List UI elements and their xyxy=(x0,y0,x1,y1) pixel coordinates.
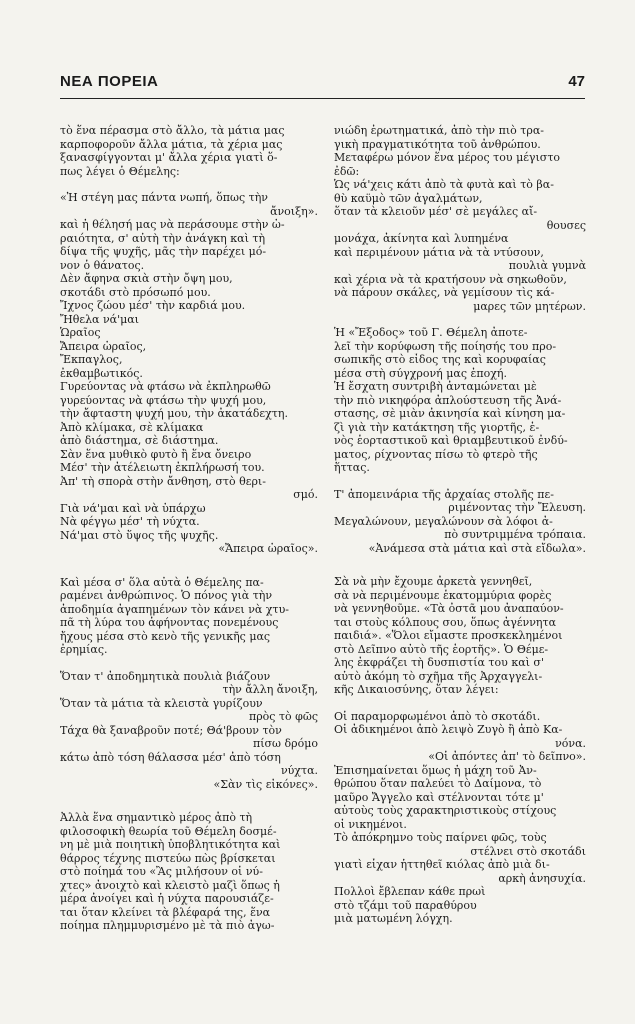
poem-line: νὰ πάρουν σκάλες, νὰ γεμίσουν τὶς κά- xyxy=(334,286,555,299)
text-line: καὶ ἡ θέλησή μας νὰ περάσουμε στὴν ὡ- xyxy=(60,218,285,231)
text-line: γικὴ πραγματικότητα τοῦ ἀνθρώπου. xyxy=(334,137,541,151)
text-line: ποίημα πλημμυρισμένο μὲ τὰ πιὸ ἀγω- xyxy=(60,919,275,932)
poem-line: ἀπὸ διάστημα, σὲ διάστημα. xyxy=(60,434,219,447)
text-line: μέρα ἀνοίγει καὶ ἡ νύχτα παρουσιάζε- xyxy=(60,892,274,905)
poem-line: σμό. xyxy=(293,488,318,501)
left-column xyxy=(60,124,318,933)
text-line: τὴν πιὸ νικηφόρα ἀπλούστευση τῆς Ἀνά- xyxy=(334,393,562,407)
poem-line: Τ' ἀπομεινάρια τῆς ἀρχαίας στολῆς πε- xyxy=(334,487,554,501)
poem-line: στέλνει στὸ σκοτάδι xyxy=(470,844,586,858)
poem-line: νόνα. xyxy=(555,736,586,750)
text-line: καρποφοροῦν ἄλλα μάτια, τὰ χέρια μας xyxy=(60,137,283,151)
poem-line: Ἀπὸ κλίμακα, σὲ κλίμακα xyxy=(60,420,204,434)
text-line: Μεταφέρω μόνον ἕνα μέρος του μέγιστο xyxy=(334,151,561,164)
text-line: αὐτὸ ἀκόμη τὸ σχῆμα τῆς Ἀρχαγγελι- xyxy=(334,669,543,683)
text-line: παιδιά». «Ὅλοι εἴμαστε προσκεκλημένοι xyxy=(334,629,563,642)
poem-line: Πολλοὶ ἔβλεπαν κάθε πρωὶ xyxy=(334,885,486,898)
poem-line: τὴν ἄφταστη ψυχή μου, τὴν ἀκατάδεχτη. xyxy=(60,407,288,420)
text-line: Ἐπισημαίνεται ὅμως ἡ μάχη τοῦ Ἀν- xyxy=(334,763,537,777)
poem-line: Ὅταν τὰ μάτια τὰ κλειστὰ γυρίζουν xyxy=(60,696,263,710)
text-line: ται στοὺς κόλπους σου, ὅπως ἀγέννητα xyxy=(334,615,557,629)
text-line: κῆς Δικαιοσύνης, ὅταν λέγει: xyxy=(334,683,499,696)
text-line: στασης, σὲ μιὰν ἀκινησία καὶ κίνηση μα- xyxy=(334,407,566,420)
text-line: αὐτοὺς τοὺς χαρακτηριστικοὺς στίχους xyxy=(334,804,557,817)
text-line: ξανασφίγγονται μ' ἄλλα χέρια γιατὶ ὅ- xyxy=(60,151,278,164)
text-line: νη μὲ μιὰ ποιητικὴ ὑποβλητικότητα καὶ xyxy=(60,838,281,851)
right-column xyxy=(334,124,586,926)
poem-line: Οἱ παραμορφωμένοι ἀπὸ τὸ σκοτάδι. xyxy=(334,709,541,723)
poem-line: Γιὰ νά'μαι καὶ νὰ ὑπάρχω xyxy=(60,501,206,515)
text-line: πως λέγει ὁ Θέμελης: xyxy=(60,164,180,178)
poem-citation: «Οἱ ἀπόντες ἀπ' τὸ δεῖπνο». xyxy=(428,750,586,763)
poem-line: Σὰν ἕνα μυθικὸ φυτὸ ἢ ἕνα ὄνειρο xyxy=(60,447,252,461)
text-line: ἄνοιξη». xyxy=(270,204,318,218)
text-line: τὸ ἕνα πέρασμα στὸ ἄλλο, τὰ μάτια μας xyxy=(60,124,285,137)
text-line: Καὶ μέσα σ' ὅλα αὐτὰ ὁ Θέμελης πα- xyxy=(60,575,264,589)
text-line: ἤχους μέσα στὸ κενὸ τῆς γενικῆς μας xyxy=(60,629,271,643)
poem-line: πίσω δρόμο xyxy=(252,737,318,750)
journal-title: ΝΕΑ ΠΟΡΕΙΑ xyxy=(60,73,159,90)
text-line: ζὶ γιὰ τὴν κατάκτηση τῆς γιορτῆς, ἑ- xyxy=(334,420,540,434)
poem-line: Οἱ ἀδικημένοι ἀπὸ λειψὸ Ζυγὸ ἢ ἀπὸ Κα- xyxy=(334,723,563,736)
text-line: ται ὅταν κλείνει τὰ βλέφαρά της, ἕνα xyxy=(60,905,271,919)
text-line: μαῦρο Ἄγγελο καὶ στέλνονται τότε μ' xyxy=(334,790,544,804)
poem-line: Τάχα θὰ ξαναβροῦν ποτέ; Θά'βρουν τὸν xyxy=(60,723,282,737)
poem-line: Ἔκπαγλος, xyxy=(60,353,123,366)
poem-line: γυρεύοντας νὰ φτάσω τὴν ψυχή μου, xyxy=(60,393,267,407)
text-line: στὸ Δεῖπνο αὐτὸ τῆς ἑορτῆς». Ὁ Θέμε- xyxy=(334,642,549,656)
text-line: Σὰ νὰ μὴν ἔχουμε ἀρκετὰ γεννηθεῖ, xyxy=(334,575,533,588)
poem-line: Μεγαλώνουν, μεγαλώνουν σὰ λόφοι ἀ- xyxy=(334,514,553,528)
poem-line: τὴν ἄλλη ἄνοιξη, xyxy=(222,683,318,696)
spacer xyxy=(334,475,586,488)
text-line: οἱ νικημένοι. xyxy=(334,817,407,831)
poem-line: γιατὶ εἶχαν ἡττηθεῖ κιόλας ἀπὸ μιὰ δι- xyxy=(334,858,550,871)
poem-line: θουσες xyxy=(546,218,586,232)
text-line: στὸ ποίημά του «Ἂς μιλήσουν οἱ νύ- xyxy=(60,865,263,878)
poem-citation: «Σὰν τὶς εἰκόνες». xyxy=(213,777,318,791)
text-line: ἥττας. xyxy=(334,461,370,474)
poem-line: καὶ περιμένουν μάτια νὰ τὰ ντύσουν, xyxy=(334,245,544,259)
poem-line: Ἴχνος ζώου μέσ' τὴν καρδιά μου. xyxy=(60,299,246,312)
text-line: ραμένει ἀνθρώπινος. Ὁ πόνος γιὰ τὴν xyxy=(60,589,273,602)
poem-line: Ἤθελα νά'μαι xyxy=(60,312,139,326)
spacer xyxy=(60,178,318,191)
poem-line: Ἀπ' τὴ σπορὰ στὴν ἄνθηση, στὸ θερι- xyxy=(60,474,266,488)
text-line: Ἡ «Ἔξοδος» τοῦ Γ. Θέμελη ἀποτε- xyxy=(334,326,528,339)
poem-line: ριμένοντας τὴν Ἔλευση. xyxy=(448,501,586,514)
poem-line: κάτω ἀπὸ τόση θάλασσα μέσ' ἀπὸ τόση xyxy=(60,750,281,764)
text-line: θρώπου ὅταν παλεύει τὸ Δαίμονα, τὸ xyxy=(334,777,542,790)
poem-line: Τὸ ἀπόκρημνο τοὺς παίρνει φῶς, τοὺς xyxy=(334,831,547,844)
poem-line: Δὲν ἄφηνα σκιὰ στὴν ὄψη μου, xyxy=(60,272,233,285)
poem-line: ὅταν τὰ κλειοῦν μέσ' σὲ μεγάλες αἴ- xyxy=(334,205,538,218)
poem-line: μονάχα, ἀκίνητα καὶ λυπημένα xyxy=(334,232,509,245)
text-line: σὰ νὰ περιμένουμε ἑκατομμύρια φορὲς xyxy=(334,588,552,602)
spacer xyxy=(334,555,586,575)
poem-line: ἐκθαμβωτικός. xyxy=(60,366,143,380)
poem-citation: «Ἄπειρα ὡραῖος». xyxy=(218,542,318,555)
poem-line: Μέσ' τὴν ἀτέλειωτη ἐκπλήρωσή του. xyxy=(60,461,265,474)
poem-line: θὺ καϋμὸ τῶν ἀγαλμάτων, xyxy=(334,191,483,205)
text-line: δίψα τῆς ψυχῆς, μᾶς τὴν παρέχει μό- xyxy=(60,245,267,258)
poem-line: πρὸς τὸ φῶς xyxy=(248,710,318,723)
text-line: ραιότητα, σ' αὐτὴ τὴν ἀνάγκη καὶ τὴ xyxy=(60,231,266,245)
text-line: σωπικῆς στὸ εἶδος της καὶ κορυφαίας xyxy=(334,353,546,366)
poem-line: Ὡς νά'χεις κάτι ἀπὸ τὰ φυτὰ καὶ τὸ βα- xyxy=(334,178,554,191)
poem-line: στὸ τζάμι τοῦ παραθύρου xyxy=(334,898,477,912)
spacer xyxy=(60,657,318,670)
poem-line: μαρες τῶν μητέρων. xyxy=(473,299,586,313)
text-line: ματος, ρίχνοντας πίσω τὸ φτερὸ τῆς xyxy=(334,447,538,461)
text-line: νιώδη ἐρωτηματικά, ἀπὸ τὴν πιὸ τρα- xyxy=(334,124,544,137)
text-line: λης ἐκφράζει τὴ δυσπιστία του καὶ σ' xyxy=(334,656,544,669)
running-header xyxy=(60,73,585,95)
poem-line: πὸ συντριμμένα τρόπαια. xyxy=(444,528,586,541)
spacer xyxy=(334,697,586,710)
text-line: χτες» ἀνοιχτὸ καὶ κλειστὸ μαζὶ ὅπως ἡ xyxy=(60,878,280,892)
poem-line: Γυρεύοντας νὰ φτάσω νὰ ἐκπληρωθῶ xyxy=(60,380,271,393)
header-rule xyxy=(60,98,585,99)
page-number: 47 xyxy=(568,73,585,90)
text-line: φιλοσοφικὴ θεωρία τοῦ Θέμελη δοσμέ- xyxy=(60,824,277,838)
poem-line: νύχτα. xyxy=(280,764,318,777)
text-line: πᾶ τὴ λύρα του ἀφήνοντας πονεμένους xyxy=(60,616,279,629)
poem-line: σκοτάδι στὸ πρόσωπό μου. xyxy=(60,285,211,299)
spacer xyxy=(60,791,318,811)
text-line: Ἡ ἔσχατη συντριβὴ ἀνταμώνεται μὲ xyxy=(334,380,537,393)
poem-line: Νὰ φέγγω μέσ' τὴ νύχτα. xyxy=(60,515,200,528)
poem-line: Νά'μαι στὸ ὕψος τῆς ψυχῆς. xyxy=(60,528,219,542)
poem-line: μιὰ ματωμένη λόγχη. xyxy=(334,912,453,925)
poem-line: αρκὴ ἀνησυχία. xyxy=(498,871,586,885)
text-line: Ἀλλὰ ἕνα σημαντικὸ μέρος ἀπὸ τὴ xyxy=(60,811,253,824)
poem-citation: «Ἀνάμεσα στὰ μάτια καὶ στὰ εἴδωλα». xyxy=(368,541,586,555)
text-line: νὰ γεννηθοῦμε. «Τὰ ὀστᾶ μου ἀναπαύον- xyxy=(334,602,564,615)
text-line: νον ὁ θάνατος. xyxy=(60,258,145,272)
poem-line: Ὅταν τ' ἀποδημητικὰ πουλιὰ βιάζουν xyxy=(60,669,271,683)
text-line: «Ἡ στέγη μας πάντα νωπή, ὅπως τὴν xyxy=(60,191,268,204)
poem-line: Ὡραῖος xyxy=(60,326,101,339)
text-line: θάρρος τέχνης πιστεύω πὼς βρίσκεται xyxy=(60,851,276,865)
spacer xyxy=(334,313,586,326)
poem-line: Ἄπειρα ὡραῖος, xyxy=(60,339,147,353)
text-line: ἐδῶ: xyxy=(334,164,360,178)
text-line: νὸς ἑορταστικοῦ καὶ θριαμβευτικοῦ ἐνδύ- xyxy=(334,434,568,447)
text-line: ἀποδημία ἀγαπημένων τὸν κάνει νὰ χτυ- xyxy=(60,602,289,616)
text-line: λεῖ τὴν κορύφωση τῆς ποίησής του προ- xyxy=(334,339,557,353)
text-line: μέσα στὴ σύγχρονή μας ἐποχή. xyxy=(334,366,508,380)
poem-line: καὶ χέρια νὰ τὰ κρατήσουν νὰ σηκωθοῦν, xyxy=(334,272,567,286)
poem-line: πουλιὰ γυμνὰ xyxy=(508,259,586,272)
spacer xyxy=(60,556,318,576)
text-line: ἐρημίας. xyxy=(60,643,108,656)
